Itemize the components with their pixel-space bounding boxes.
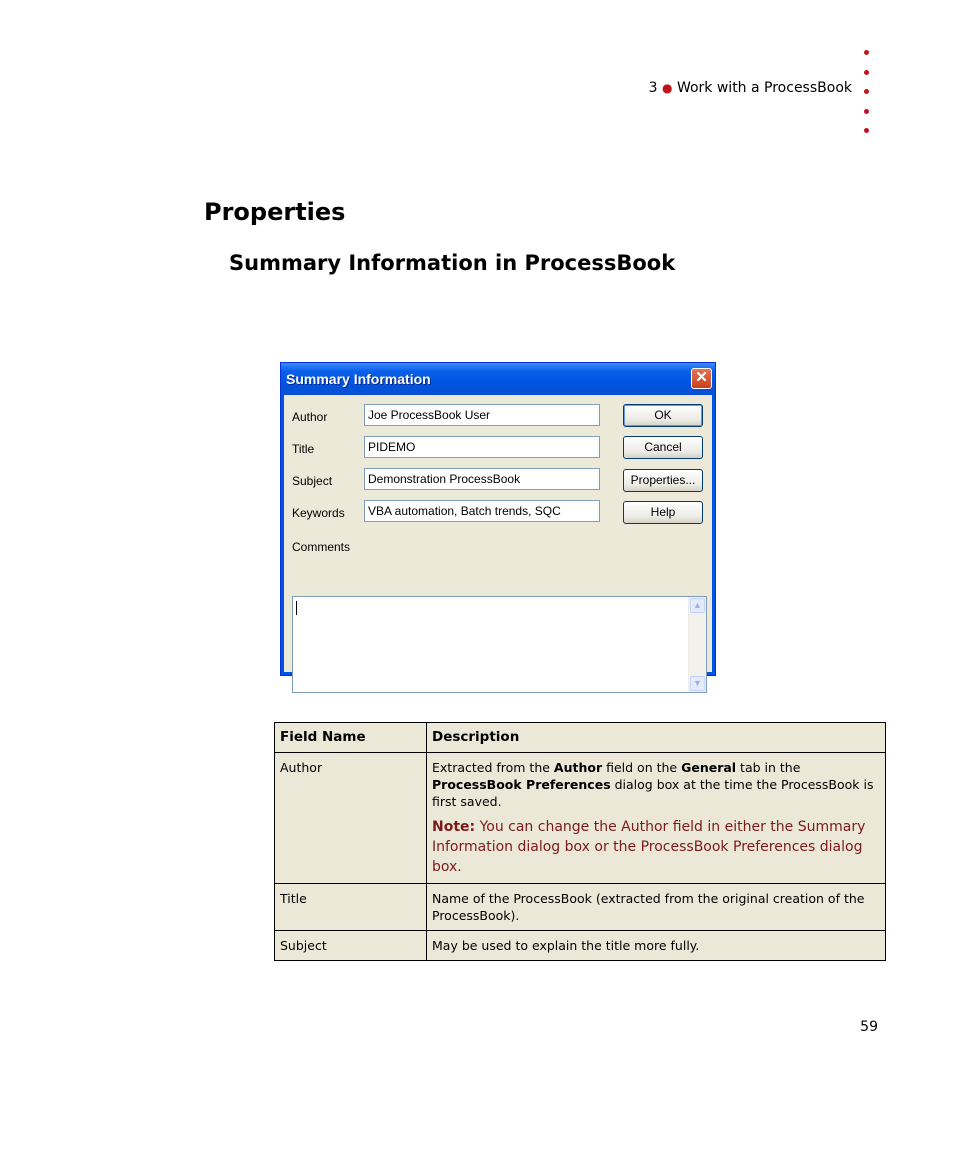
note-text: Note: You can change the Author field in either the Summary Information dialog box or the ProcessBook Preferences dialog box. — [432, 819, 866, 875]
dialog-titlebar[interactable] — [281, 363, 715, 395]
field-name-cell: Author — [275, 753, 427, 884]
subject-label: Subject — [292, 474, 333, 488]
keywords-field[interactable]: VBA automation, Batch trends, SQC — [364, 500, 600, 522]
chapter-title: Work with a ProcessBook — [676, 80, 852, 96]
table-row — [275, 884, 886, 931]
margin-dots — [864, 50, 874, 148]
column-header: Field Name — [275, 723, 427, 753]
field-name-cell: Subject — [275, 931, 427, 961]
bullet-icon: ● — [662, 81, 673, 95]
subsection-heading: Summary Information in ProcessBook — [229, 251, 676, 275]
field-description-table — [274, 722, 886, 961]
dialog-title: Summary Information — [286, 371, 431, 387]
ok-button[interactable]: OK — [623, 404, 703, 427]
running-header — [649, 80, 852, 96]
dot-icon — [864, 128, 869, 133]
author-description: Extracted from the Author field on the General tab in the ProcessBook Preferences dialog box at the time the ProcessBook is first saved. — [432, 760, 874, 809]
author-field[interactable]: Joe ProcessBook User — [364, 404, 600, 426]
comments-scrollbar[interactable] — [688, 597, 706, 692]
title-label: Title — [292, 442, 315, 456]
section-heading: Properties — [204, 198, 346, 226]
column-header: Description — [427, 723, 886, 753]
chapter-number: 3 — [648, 80, 658, 96]
comments-label: Comments — [292, 540, 351, 554]
dot-icon — [864, 50, 869, 55]
author-label: Author — [292, 410, 328, 424]
dialog-body — [284, 395, 712, 688]
dot-icon — [864, 70, 869, 75]
scroll-up-icon[interactable]: ▲ — [690, 598, 705, 613]
table-row — [275, 931, 886, 961]
comments-textarea[interactable] — [292, 596, 707, 693]
description-cell: Name of the ProcessBook (extracted from the original creation of the ProcessBook). — [427, 884, 886, 931]
table-row — [275, 753, 886, 884]
scroll-down-icon[interactable]: ▼ — [690, 676, 705, 691]
cancel-button[interactable]: Cancel — [623, 436, 703, 459]
field-name-cell: Title — [275, 884, 427, 931]
subject-field[interactable]: Demonstration ProcessBook — [364, 468, 600, 490]
description-cell: May be used to explain the title more fully. — [427, 931, 886, 961]
summary-information-dialog — [280, 362, 716, 688]
properties-button[interactable]: Properties... — [623, 469, 703, 492]
dot-icon — [864, 109, 869, 114]
keywords-label: Keywords — [292, 506, 345, 520]
text-caret — [296, 601, 297, 615]
table-header-row — [275, 723, 886, 753]
description-cell — [427, 753, 886, 884]
help-button[interactable]: Help — [623, 501, 703, 524]
dot-icon — [864, 89, 869, 94]
page-number: 59 — [860, 1019, 878, 1035]
close-icon[interactable]: ✕ — [691, 368, 712, 389]
title-field[interactable]: PIDEMO — [364, 436, 600, 458]
